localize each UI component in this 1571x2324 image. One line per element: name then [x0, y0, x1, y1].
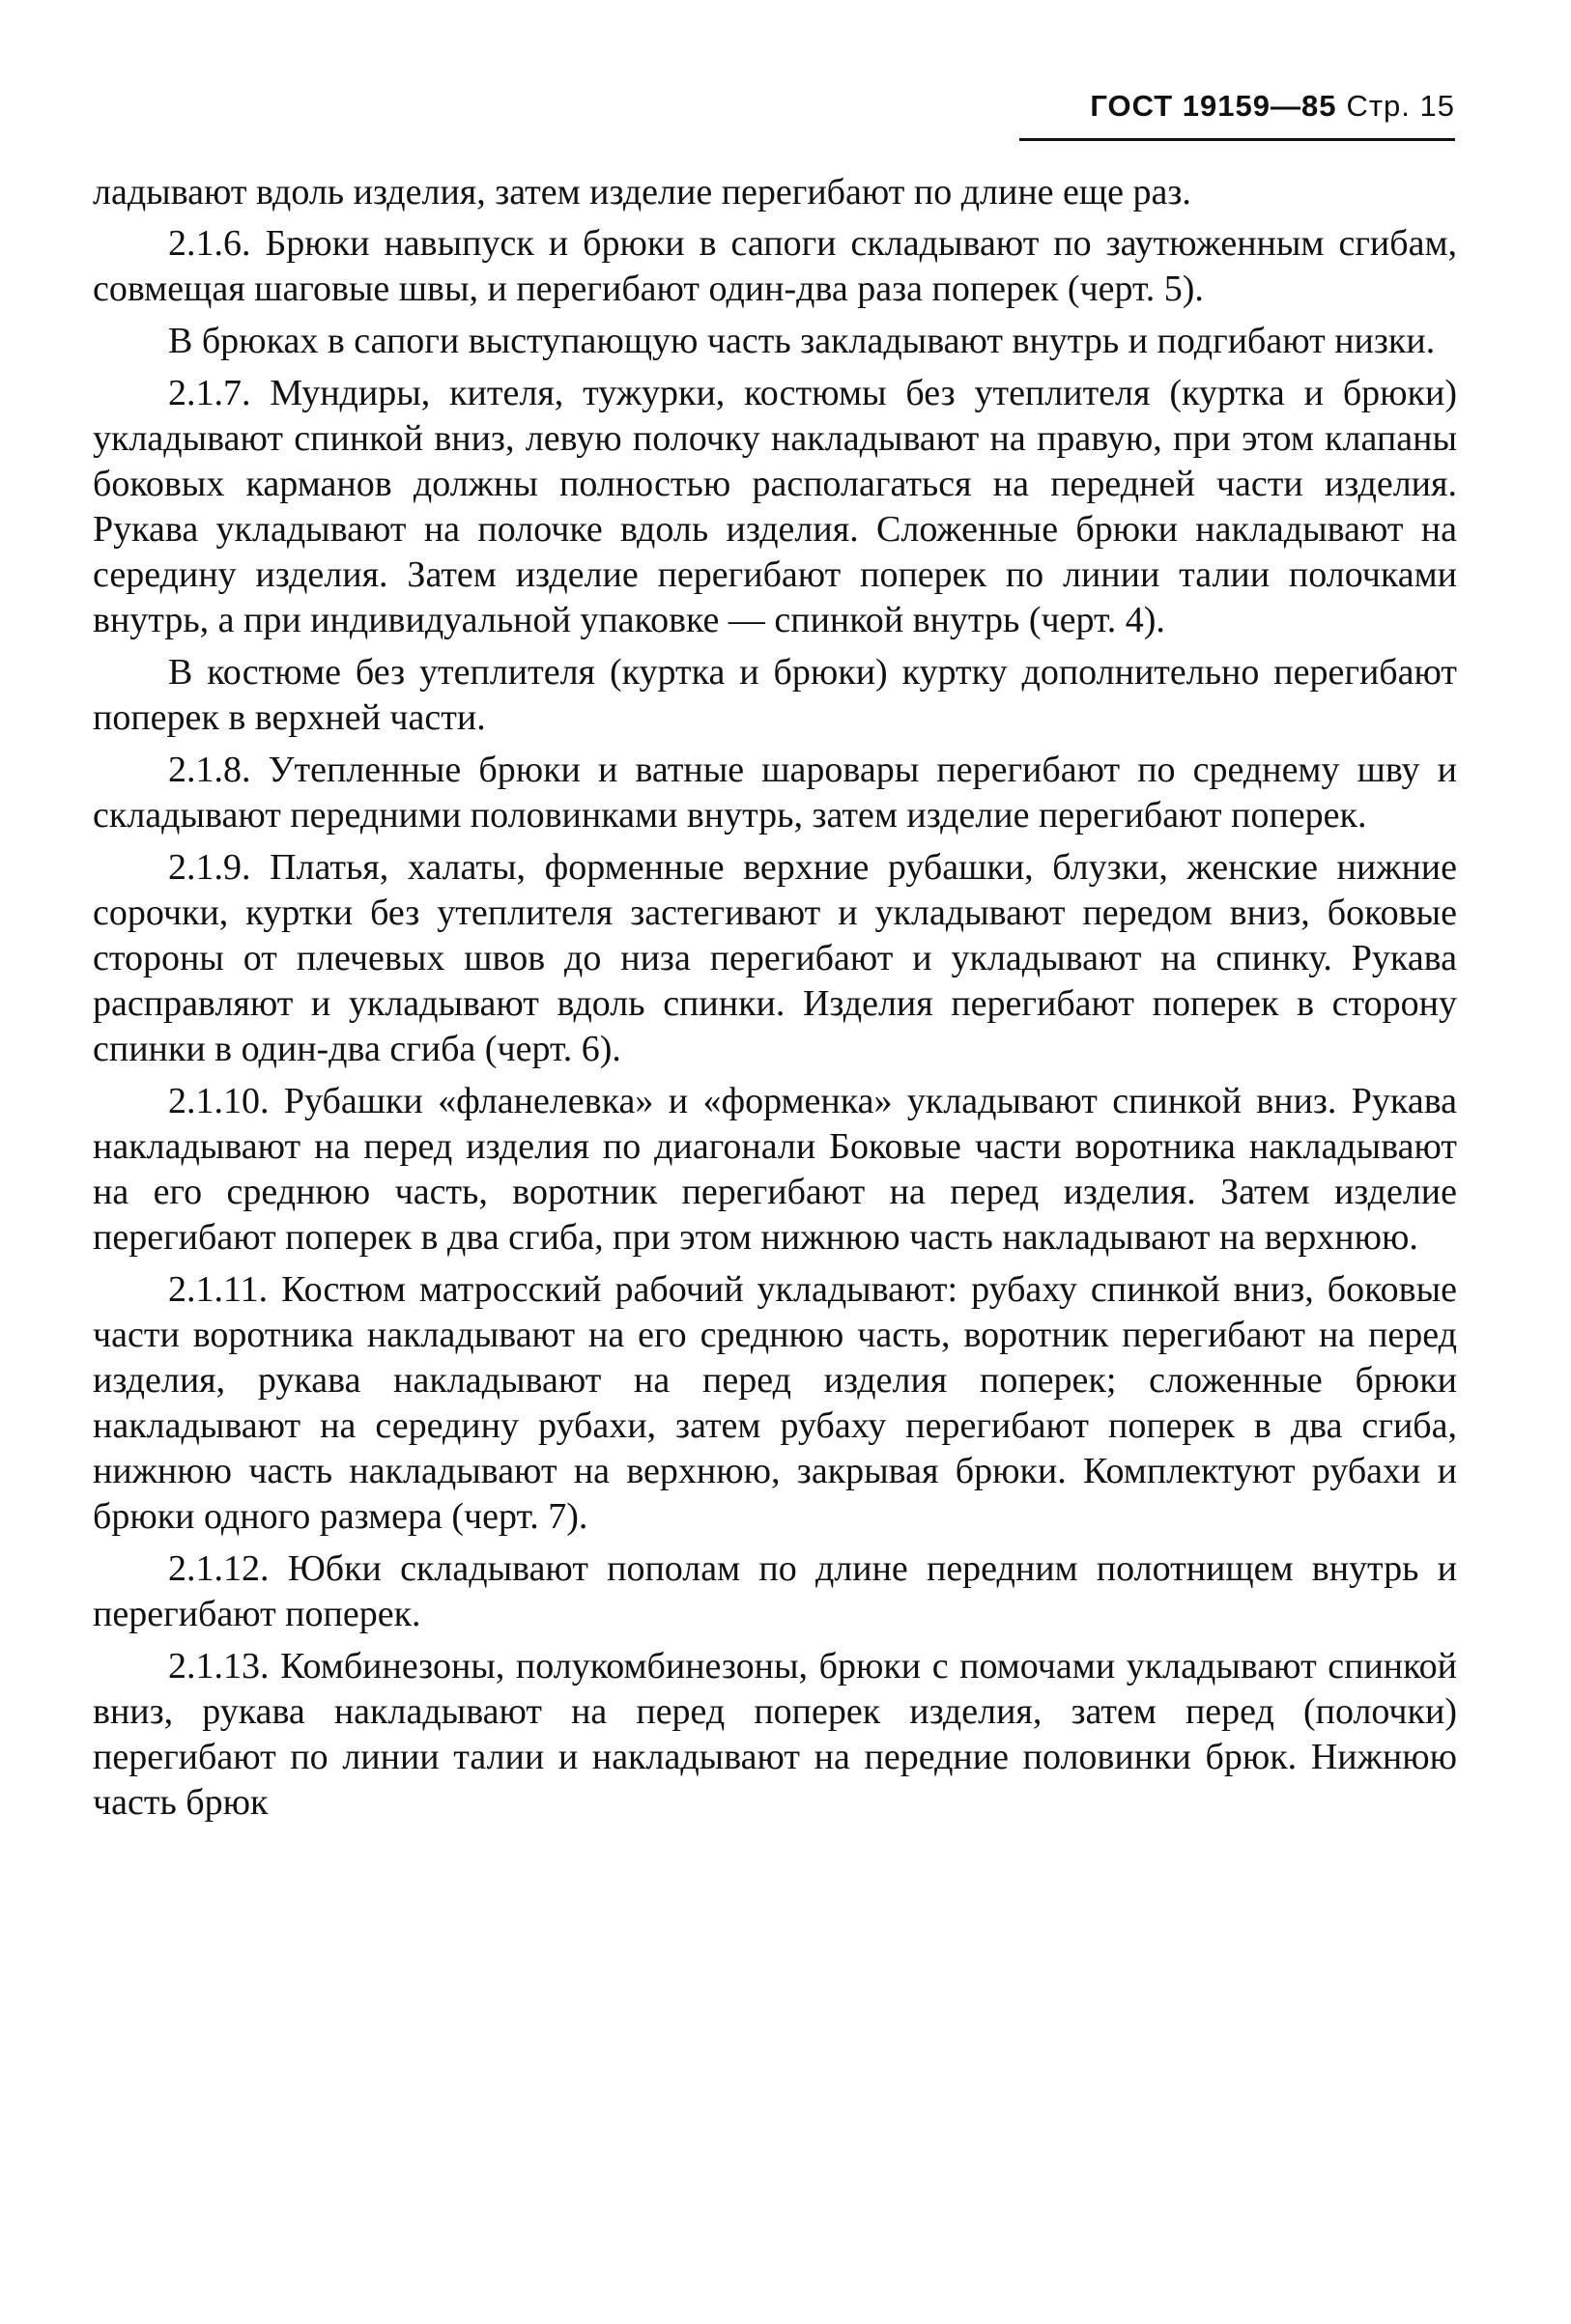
paragraph-2-1-6: 2.1.6. Брюки навыпуск и брюки в сапоги складывают по заутюженным сгибам, совмещая шаговые швы, и перегибают один-два раза поперек (черт. 5). — [93, 223, 1457, 309]
paragraph-2-1-9: 2.1.9. Платья, халаты, форменные верхние рубашки, блузки, женские нижние сорочки, куртки без утеплителя застегивают и укладывают передом вниз, боковые стороны от плечевых швов до низа перегибают и укладывают на спинку. Рукава расправляют и укладывают вдоль спинки. Изделия перегибают поперек в сторону спинки в один-два сгиба (черт. 6). — [93, 847, 1457, 1069]
paragraph-2-1-8: 2.1.8. Утепленные брюки и ватные шаровары перегибают по среднему шву и складывают передними половинками внутрь, затем изделие перегибают поперек. — [93, 750, 1457, 836]
paragraph-2-1-10: 2.1.10. Рубашки «фланелевка» и «форменка» укладывают спинкой вниз. Рукава накладывают на перед изделия по диагонали Боковые части воротника накладывают на его среднюю часть, воротник перегибают на перед изделия. Затем изделие перегибают поперек в два сгиба, при этом нижнюю часть накладывают на верхнюю. — [93, 1081, 1457, 1258]
paragraph-2-1-13: 2.1.13. Комбинезоны, полукомбинезоны, брюки с помочами укладывают спинкой вниз, рукава накладывают на перед поперек изделия, затем перед (полочки) перегибают по линии талии и накладывают на передние половинки брюк. Нижнюю часть брюк — [93, 1646, 1457, 1823]
page-number: Стр. 15 — [1346, 89, 1455, 123]
paragraph-continuation: ладывают вдоль изделия, затем изделие перегибают по длине еще раз. — [93, 172, 1191, 213]
paragraph-2-1-6-note: В брюках в сапоги выступающую часть закладывают внутрь и подгибают низки. — [168, 321, 1436, 361]
paragraph-2-1-11: 2.1.11. Костюм матросский рабочий укладывают: рубаху спинкой вниз, боковые части воротника накладывают на его среднюю часть, воротник перегибают на перед изделия, рукава накладывают на перед изделия поперек; сложенные брюки накладывают на середину рубахи, затем рубаху перегибают поперек в два сгиба, нижнюю часть накладывают на верхнюю, закрывая брюки. Комплектуют рубахи и брюки одного размера (черт. 7). — [93, 1269, 1457, 1537]
header-rule — [1019, 138, 1455, 141]
page-header — [1090, 89, 1455, 124]
body-text — [93, 170, 1457, 1832]
paragraph-2-1-7-note: В костюме без утеплителя (куртка и брюки) куртку дополнительно перегибают поперек в верхней части. — [93, 652, 1457, 738]
paragraph-2-1-7: 2.1.7. Мундиры, кителя, тужурки, костюмы без утеплителя (куртка и брюки) укладывают спинкой вниз, левую полочку накладывают на правую, при этом клапаны боковых карманов должны полностью располагаться на передней части изделия. Рукава укладывают на полочке вдоль изделия. Сложенные брюки накладывают на середину изделия. Затем изделие перегибают поперек по линии талии полочками внутрь, а при индивидуальной упаковке — спинкой внутрь (черт. 4). — [93, 373, 1457, 640]
paragraph-2-1-12: 2.1.12. Юбки складывают пополам по длине передним полотнищем внутрь и перегибают поперек. — [93, 1548, 1457, 1634]
standard-number: ГОСТ 19159—85 — [1090, 89, 1337, 123]
